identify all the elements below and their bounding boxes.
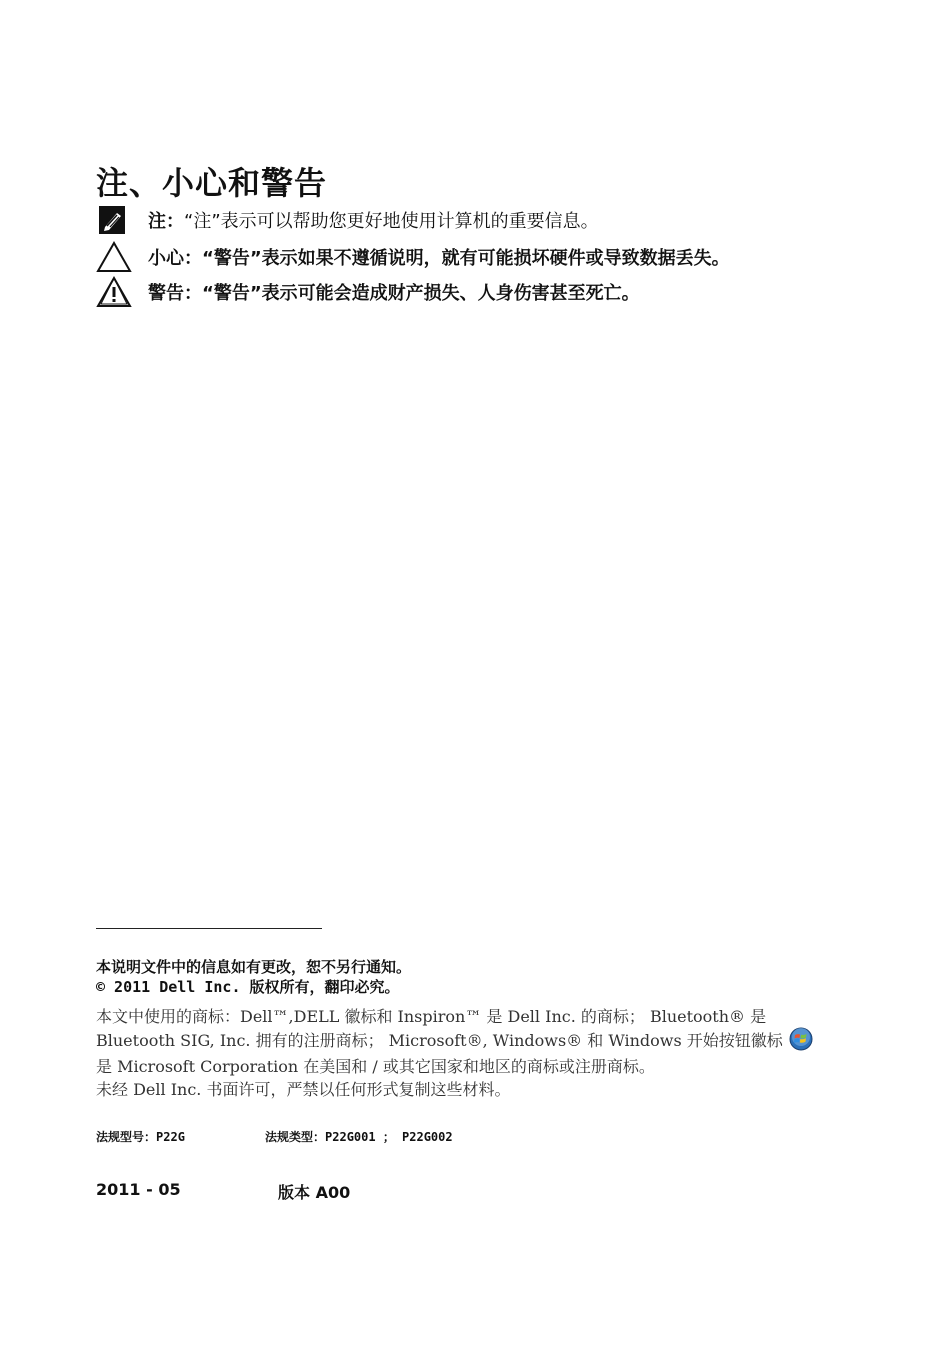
reproduction-notice: 未经 Dell Inc. 书面许可，严禁以任何形式复制这些材料。: [96, 1080, 511, 1099]
warning-text: [148, 279, 640, 305]
warning-body: “警告”表示可能会造成财产损失、人身伤害甚至死亡。: [202, 283, 640, 304]
regulatory-type-label: 法规类型：: [265, 1130, 326, 1144]
caution-text: [148, 244, 730, 270]
revision-label: 版本 A00: [278, 1183, 351, 1202]
note-label: 注：: [148, 211, 184, 232]
regulatory-model: [96, 1128, 185, 1145]
page-title: 注、小心和警告: [96, 164, 328, 202]
trademark-paragraph: [96, 1006, 813, 1077]
windows-start-button-icon: [789, 1027, 813, 1056]
trademark-line-3: 是 Microsoft Corporation 在美国和 / 或其它国家和地区的商标或注册商标。: [96, 1057, 655, 1076]
trademark-line-1: 本文中使用的商标：Dell™,DELL 徽标和 Inspiron™ 是 Dell Inc. 的商标； Bluetooth® 是: [96, 1007, 767, 1026]
caution-label: 小心：: [148, 248, 202, 269]
trademark-line-2-wrap: [96, 1027, 813, 1056]
regulatory-type: [265, 1128, 453, 1145]
warning-triangle-icon: [96, 275, 134, 309]
note-body: “注”表示可以帮助您更好地使用计算机的重要信息。: [184, 211, 599, 232]
publication-date: 2011 - 05: [96, 1180, 181, 1199]
copyright-line: © 2011 Dell Inc. 版权所有，翻印必究。: [96, 978, 400, 996]
change-notice: 本说明文件中的信息如有更改，恕不另行通知。: [96, 958, 412, 976]
warning-notice: [96, 277, 640, 307]
caution-notice: [96, 242, 730, 272]
note-pencil-icon: [96, 203, 134, 237]
caution-triangle-icon: [96, 240, 134, 274]
caution-body: “警告”表示如果不遵循说明，就有可能损坏硬件或导致数据丢失。: [202, 248, 730, 269]
note-notice: [96, 205, 599, 235]
regulatory-model-value: P22G: [156, 1130, 185, 1144]
trademark-line-2: Bluetooth SIG, Inc. 拥有的注册商标； Microsoft®, Windows® 和 Windows 开始按钮徽标: [96, 1031, 783, 1050]
regulatory-type-value: P22G001 ； P22G002: [325, 1130, 453, 1144]
warning-label: 警告：: [148, 283, 202, 304]
regulatory-model-label: 法规型号：: [96, 1130, 157, 1144]
note-text: [148, 207, 599, 233]
divider: [96, 928, 322, 929]
